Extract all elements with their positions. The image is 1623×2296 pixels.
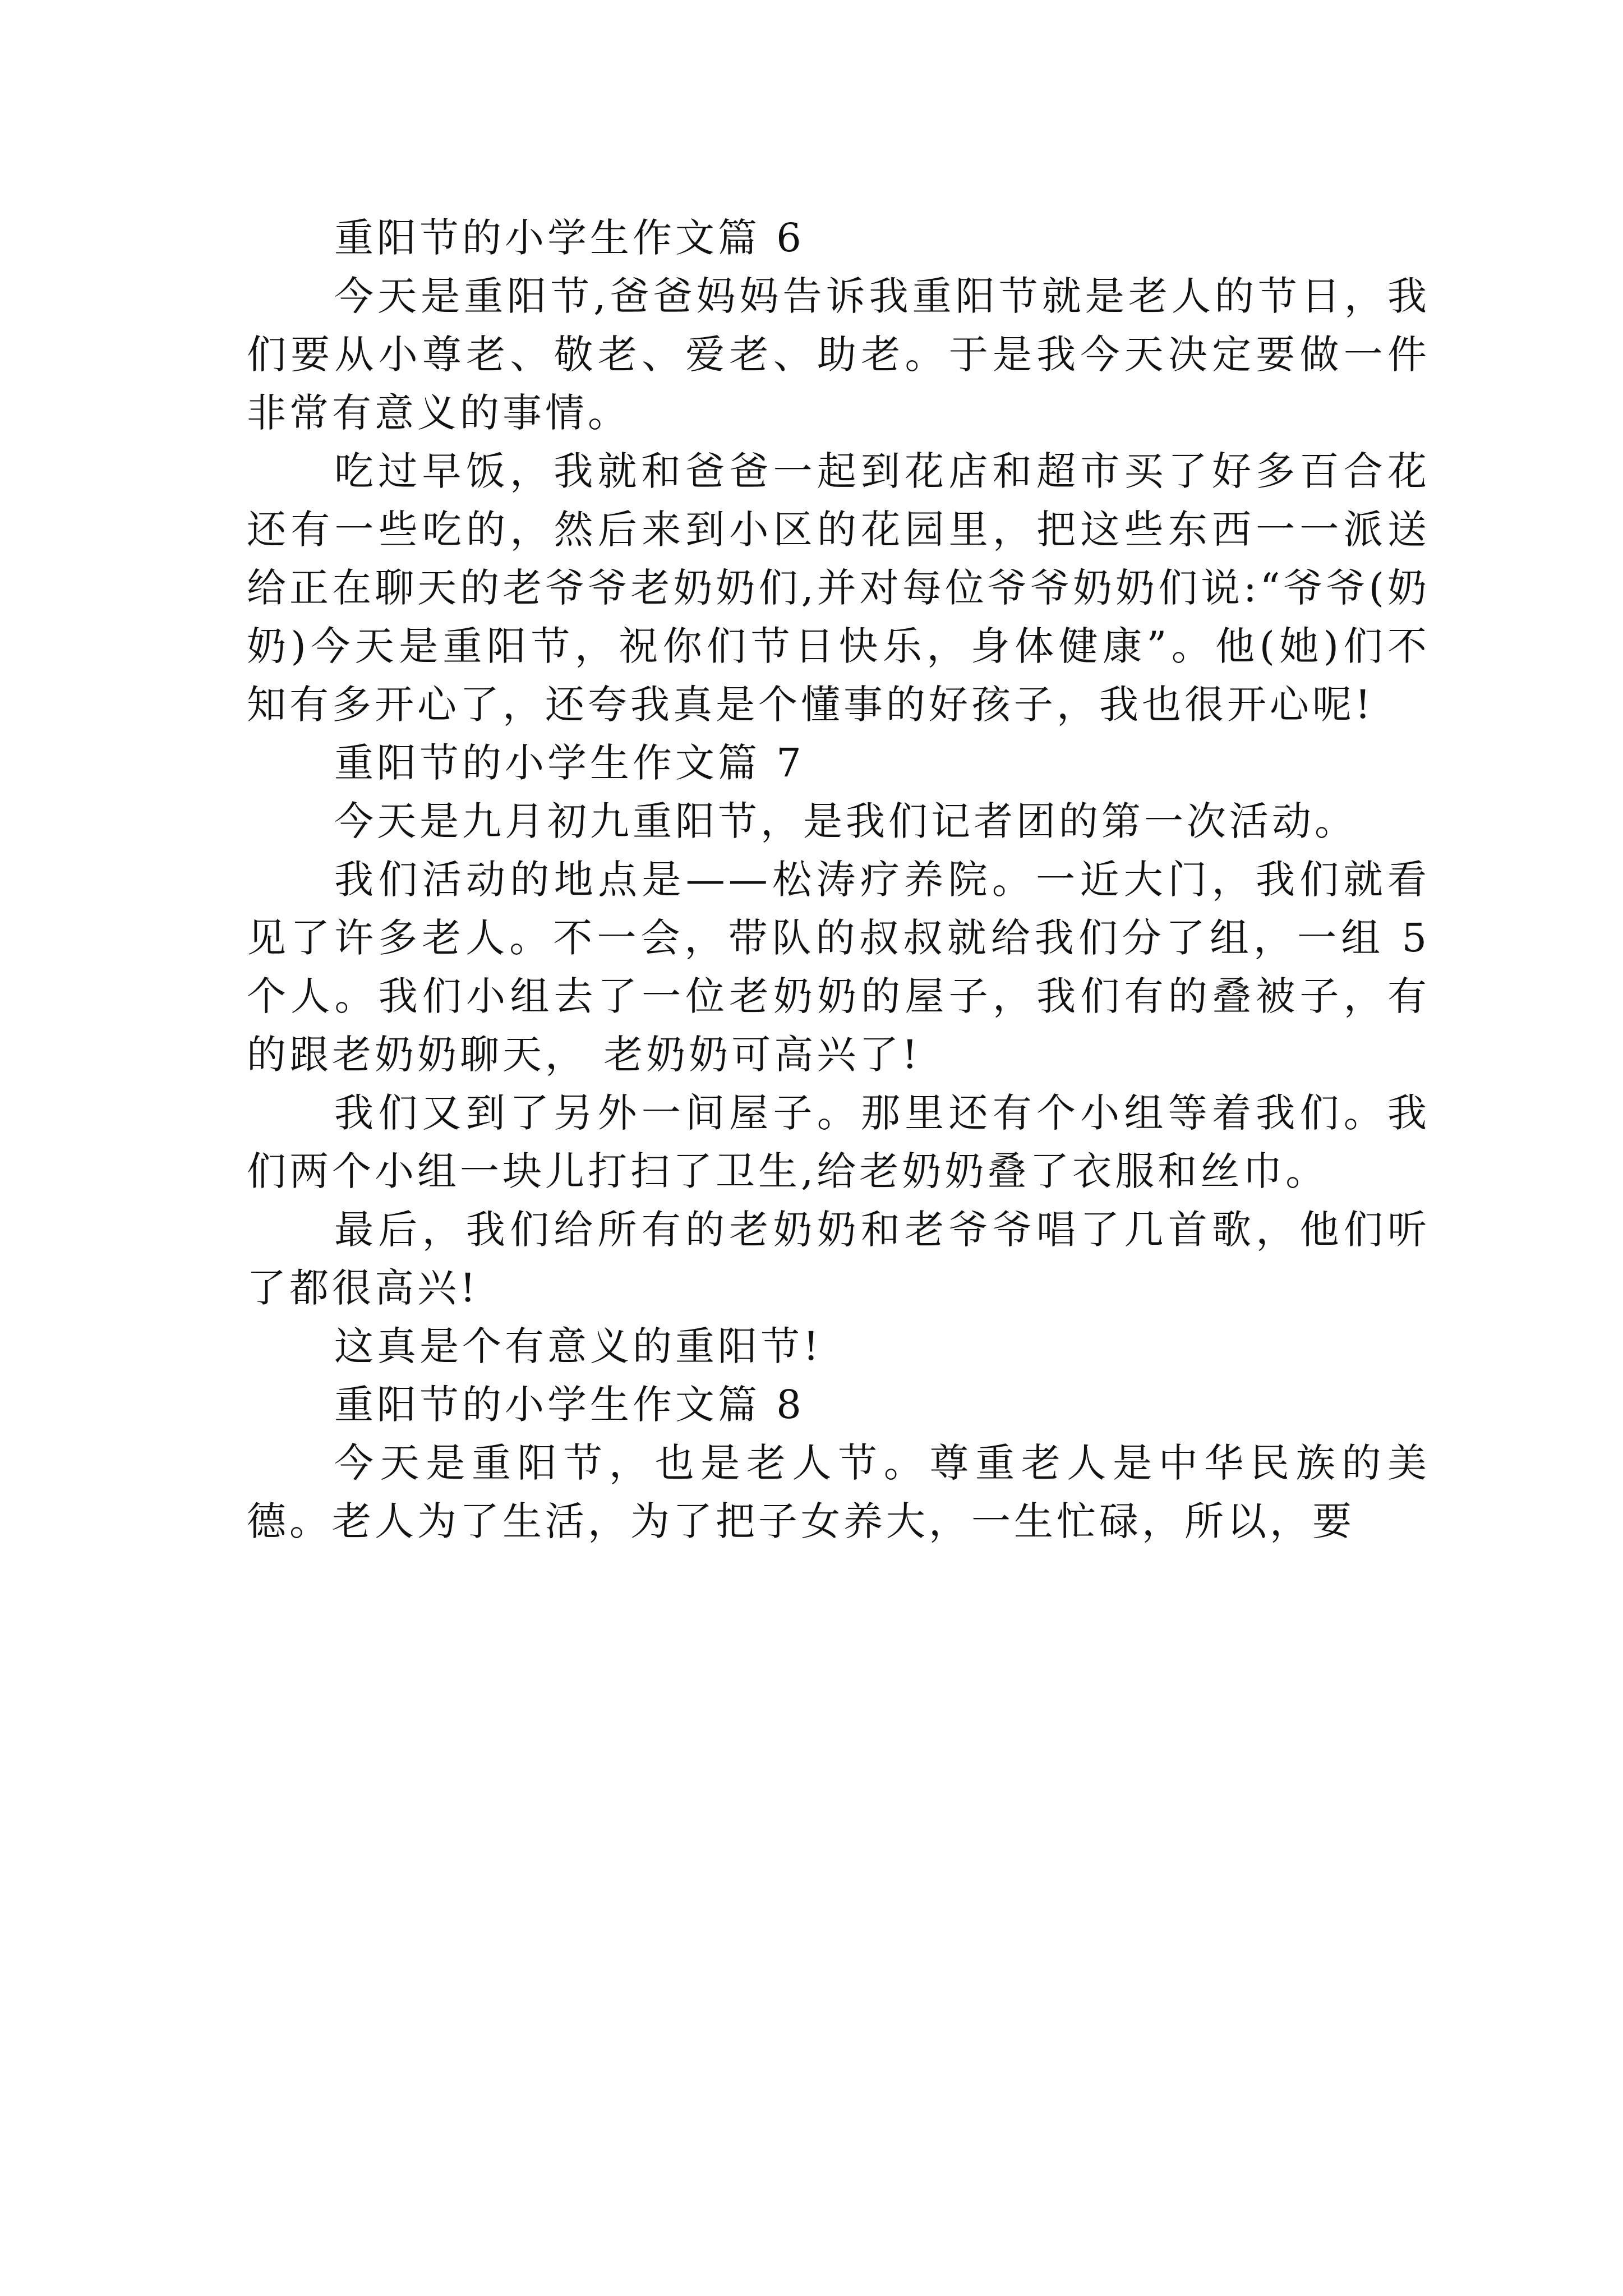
paragraph: 吃过早饭，我就和爸爸一起到花店和超市买了好多百合花还有一些吃的，然后来到小区的花园里，把这些东西一一派送给正在聊天的老爷爷老奶奶们,并对每位爷爷奶奶们说:“爷爷(奶奶)今天是重阳节，祝你们节日快乐，身体健康”。他(她)们不知有多开心了，还夸我真是个懂事的好孩子，我也很开心呢! xyxy=(247,448,1430,728)
paragraph: 今天是重阳节,爸爸妈妈告诉我重阳节就是老人的节日，我们要从小尊老、敬老、爱老、助老。于是我今天决定要做一件非常有意义的事情。 xyxy=(247,273,1430,436)
paragraph: 今天是九月初九重阳节，是我们记者团的第一次活动。 xyxy=(334,798,1357,844)
paragraph: 这真是个有意义的重阳节! xyxy=(334,1323,823,1369)
paragraph: 今天是重阳节，也是老人节。尊重老人是中华民族的美德。老人为了生活，为了把子女养大，一生忙碌，所以，要 xyxy=(247,1440,1430,1544)
section-heading-8: 重阳节的小学生作文篇 8 xyxy=(334,1382,805,1428)
paragraph: 我们活动的地点是——松涛疗养院。一近大门，我们就看见了许多老人。不一会，带队的叔叔就给我们分了组，一组 5 个人。我们小组去了一位老奶奶的屋子，我们有的叠被子，有的跟老奶奶聊天， 老奶奶可高兴了! xyxy=(247,857,1430,1078)
essay-body xyxy=(247,209,1430,1550)
section-heading-7: 重阳节的小学生作文篇 7 xyxy=(334,740,805,786)
paragraph: 最后，我们给所有的老奶奶和老爷爷唱了几首歌，他们听了都很高兴! xyxy=(247,1207,1430,1311)
section-heading-6: 重阳节的小学生作文篇 6 xyxy=(334,215,805,261)
paragraph: 我们又到了另外一间屋子。那里还有个小组等着我们。我们两个小组一块儿打扫了卫生,给老奶奶叠了衣服和丝巾。 xyxy=(247,1090,1430,1194)
